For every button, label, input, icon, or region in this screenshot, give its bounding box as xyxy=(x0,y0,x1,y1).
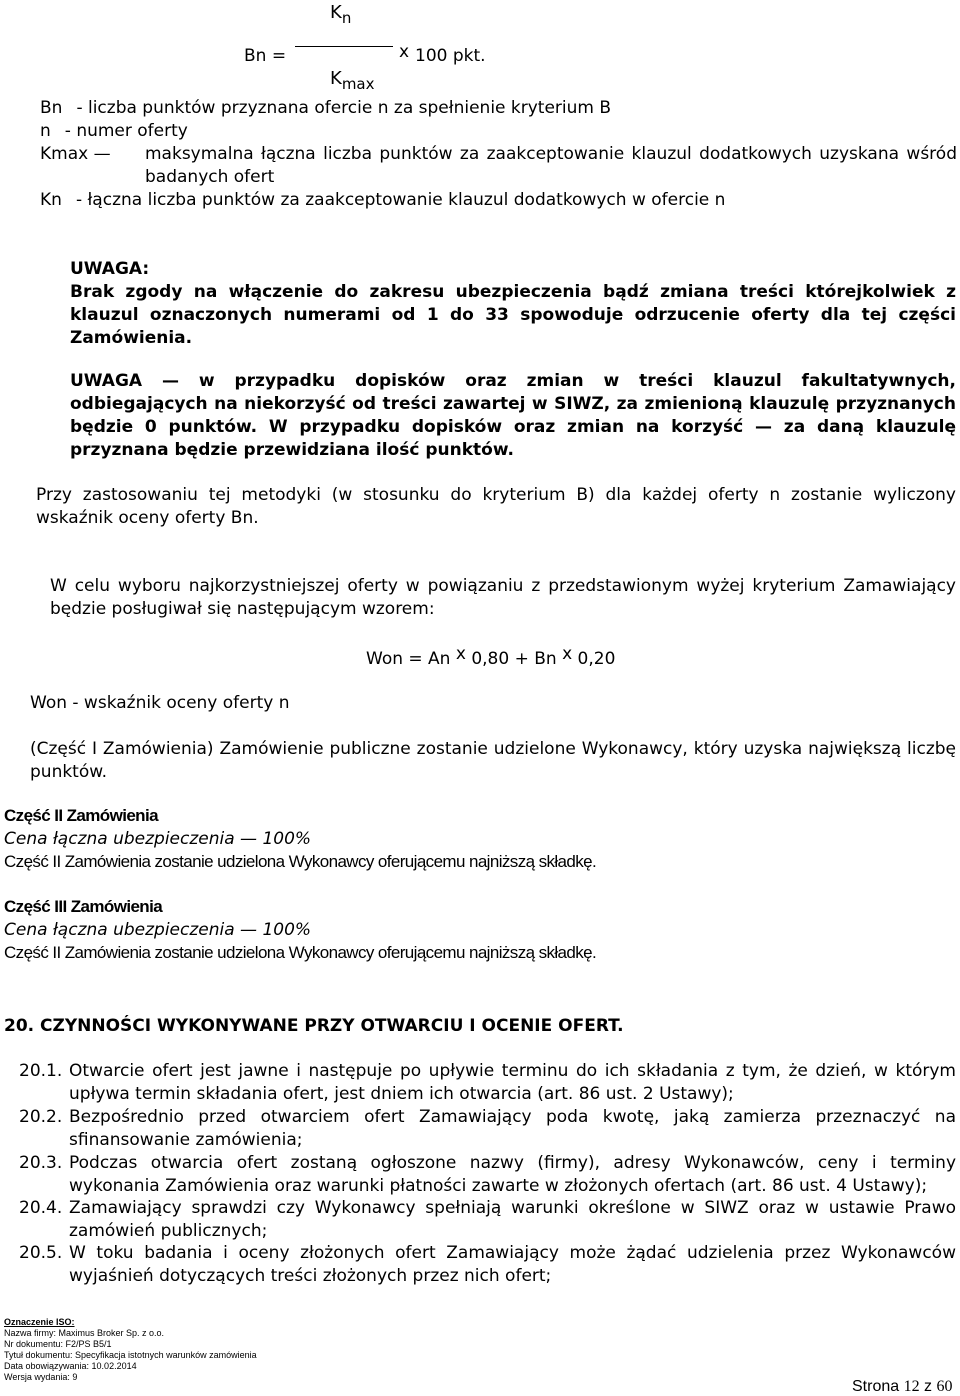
choice-paragraph: W celu wyboru najkorzystniejszej oferty w powiązaniu z przedstawionym wyżej kryterium Zamawiający będzie posługiwał się następującym wzorem: xyxy=(50,576,956,619)
part2-result: Część II Zamówienia zostanie udzielona Wykonawcy oferującemu najniższą składkę. xyxy=(4,852,597,871)
part3-criterion: Cena łączna ubezpieczenia — 100% xyxy=(4,920,312,940)
part2-heading: Część II Zamówienia xyxy=(4,806,158,825)
formula-multiplier: 100 pkt. xyxy=(415,46,486,66)
definition-kmax-text: maksymalna łączna liczba punktów za zaakceptowanie klauzul dodatkowych uzyskana wśród badanych ofert xyxy=(145,144,957,187)
footer-doc-title: Tytuł dokumentu: Specyfikacja istotnych warunków zamówienia xyxy=(4,1350,257,1360)
list-item: 20.3. Podczas otwarcia ofert zostaną ogłoszone nazwy (firmy), adresy Wykonawców, ceny i terminy wykonania Zamówienia oraz warunki płatności zawarte w złożonych ofertach (art. 86 ust. 4 Ustawy); xyxy=(19,1153,956,1196)
formula-numerator: $K_n$ xyxy=(330,2,352,27)
part1-result: (Część I Zamówienia) Zamówienie publiczne zostanie udzielone Wykonawcy, który uzyska największą liczbę punktów. xyxy=(30,739,956,782)
part3-result: Część II Zamówienia zostanie udzielona Wykonawcy oferującemu najniższą składkę. xyxy=(4,943,597,962)
list-item: 20.5. W toku badania i oceny złożonych ofert Zamawiający może żądać udzielenia przez Wykonawców wyjaśnień dotyczących treści złożonych przez nich ofert; xyxy=(19,1243,956,1286)
formula-lhs: Bn = xyxy=(244,46,287,66)
formula-times: x xyxy=(399,42,410,62)
section-20-heading: 20. CZYNNOŚCI WYKONYWANE PRZY OTWARCIU I OCENIE OFERT. xyxy=(4,1016,624,1036)
definition-kn: Kn - łączna liczba punktów za zaakceptowanie klauzul dodatkowych w ofercie n xyxy=(40,190,726,210)
footer-company: Nazwa firmy: Maximus Broker Sp. z o.o. xyxy=(4,1328,165,1338)
method-paragraph: Przy zastosowaniu tej metodyki (w stosunku do kryterium B) dla każdej oferty n zostanie wyliczony wskaźnik oceny oferty Bn. xyxy=(36,485,956,528)
formula-denominator: $K_{max}$ xyxy=(330,68,375,93)
uwaga-text: Brak zgody na włączenie do zakresu ubezpieczenia bądź zmiana treści którejkolwiek z klauzul oznaczonych numerami od 1 do 33 spowoduje odrzucenie oferty dla tej części Zamówienia. xyxy=(70,282,956,348)
list-item: 20.2. Bezpośrednio przed otwarciem ofert Zamawiający poda kwotę, jaką zamierza przeznaczyć na sfinansowanie zamówienia; xyxy=(19,1107,956,1150)
fraction-bar xyxy=(295,46,393,47)
list-item: 20.1. Otwarcie ofert jest jawne i następuje po upływie terminu do ich składania z tym, że dzień, w którym upływa termin składania ofert, jest dniem ich otwarcia (art. 86 ust. 2 Ustawy); xyxy=(19,1061,956,1104)
uwaga-heading: UWAGA: xyxy=(70,259,150,279)
footer-iso-label: Oznaczenie ISO: xyxy=(4,1317,75,1327)
won-definition: Won - wskaźnik oceny oferty n xyxy=(30,693,290,713)
part3-heading: Część III Zamówienia xyxy=(4,897,163,916)
part2-criterion: Cena łączna ubezpieczenia — 100% xyxy=(4,829,312,849)
definition-kmax: Kmax — xyxy=(40,144,111,164)
list-item: 20.4. Zamawiający sprawdzi czy Wykonawcy spełniają warunki określone w SIWZ oraz w ustawie Prawo zamówień publicznych; xyxy=(19,1198,956,1241)
footer-valid-date: Data obowiązywania: 10.02.2014 xyxy=(4,1361,137,1371)
page-number: Strona 12 z 60 xyxy=(852,1378,953,1395)
footer-info xyxy=(4,1317,257,1383)
footer-doc-number: Nr dokumentu: F2/PS B5/1 xyxy=(4,1339,112,1349)
definition-bn: Bn - liczba punktów przyznana ofercie n za spełnienie kryterium B xyxy=(40,98,612,118)
won-formula: Won = An x 0,80 + Bn x 0,20 xyxy=(366,644,616,669)
footer-version: Wersja wydania: 9 xyxy=(4,1372,78,1382)
definition-n: n - numer oferty xyxy=(40,121,188,141)
uwaga-block-2: UWAGA — w przypadku dopisków oraz zmian w treści klauzul fakultatywnych, odbiegających na niekorzyść od treści zawartej w SIWZ, za zmienioną klauzulę przyznanych będzie 0 punktów. W przypadku dopisków oraz zmian na korzyść — za daną klauzulę przyznana będzie przewidziana ilość punktów. xyxy=(70,371,956,460)
